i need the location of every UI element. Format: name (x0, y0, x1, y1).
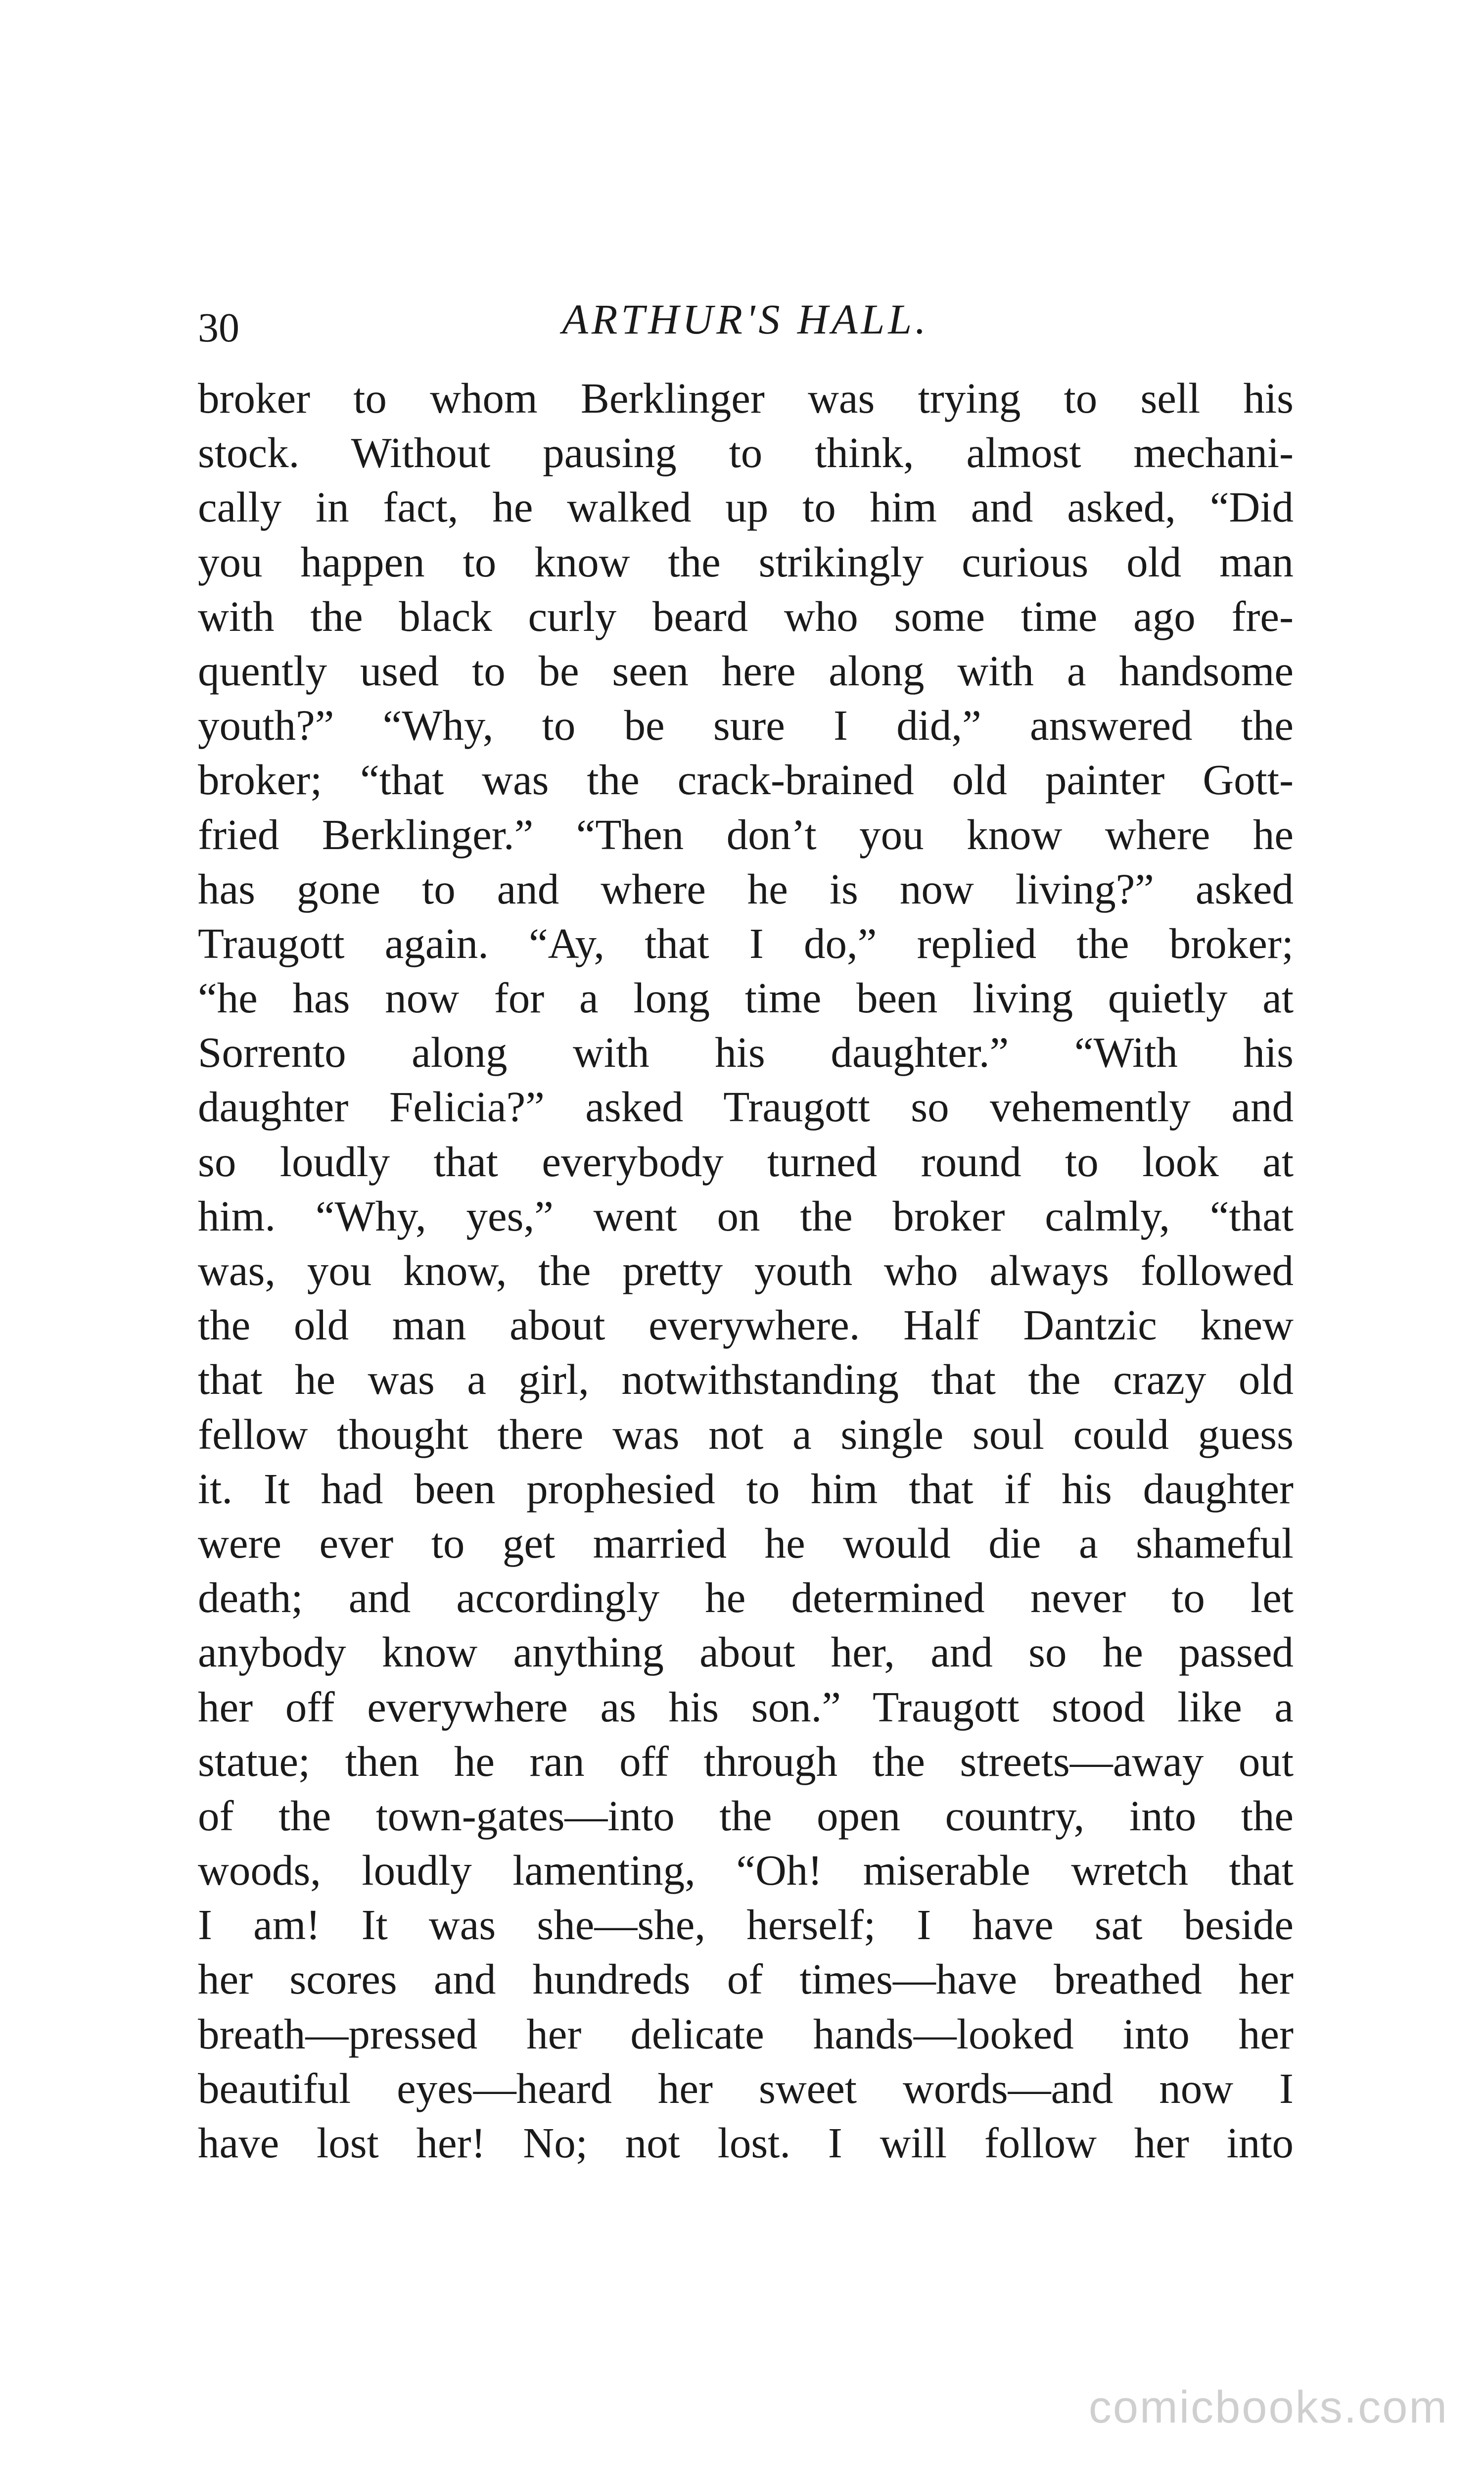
text-line: woods, loudly lamenting, “Oh! miserable wretch that (198, 1846, 1294, 1895)
text-line: has gone to and where he is now living?” asked (198, 864, 1294, 913)
text-line: it. It had been prophesied to him that if his daughter (198, 1464, 1294, 1513)
text-line: her off everywhere as his son.” Traugott stood like a (198, 1682, 1294, 1731)
text-line: of the town-gates—into the open country, into the (198, 1791, 1294, 1840)
text-line: Traugott again. “Ay, that I do,” replied the broker; (198, 919, 1294, 967)
text-line: were ever to get married he would die a shameful (198, 1519, 1294, 1567)
text-line: cally in fact, he walked up to him and asked, “Did (198, 483, 1294, 531)
text-line: you happen to know the strikingly curious old man (198, 537, 1294, 586)
body-text (198, 371, 1294, 2170)
text-line: quently used to be seen here along with a handsome (198, 646, 1294, 695)
running-head (198, 294, 1294, 349)
page-heading: ARTHUR'S HALL. (562, 295, 929, 343)
text-line: have lost her! No; not lost. I will follow her into (198, 2119, 1294, 2167)
text-line: so loudly that everybody turned round to look at (198, 1137, 1294, 1186)
text-line: “he has now for a long time been living quietly at (198, 974, 1294, 1022)
page-number: 30 (198, 305, 239, 351)
text-line: her scores and hundreds of times—have breathed her (198, 1955, 1294, 2003)
text-line: fried Berklinger.” “Then don’t you know where he (198, 810, 1294, 858)
text-line: the old man about everywhere. Half Dantzic knew (198, 1301, 1294, 1349)
text-line: beautiful eyes—heard her sweet words—and now I (198, 2064, 1294, 2112)
text-line: daughter Felicia?” asked Traugott so vehemently and (198, 1083, 1294, 1131)
text-line: that he was a girl, notwithstanding that the crazy old (198, 1355, 1294, 1404)
text-line: breath—pressed her delicate hands—looked into her (198, 2009, 1294, 2058)
text-line: statue; then he ran off through the streets—away out (198, 1737, 1294, 1785)
text-line: I am! It was she—she, herself; I have sat beside (198, 1901, 1294, 1949)
text-line: him. “Why, yes,” went on the broker calmly, “that (198, 1191, 1294, 1240)
text-line: death; and accordingly he determined never to let (198, 1573, 1294, 1622)
text-line: youth?” “Why, to be sure I did,” answered the (198, 701, 1294, 750)
watermark: comicbooks.com (1088, 2382, 1448, 2432)
text-line: stock. Without pausing to think, almost mechani- (198, 428, 1294, 477)
text-line: Sorrento along with his daughter.” “With his (198, 1028, 1294, 1077)
text-line: broker; “that was the crack-brained old painter Gott- (198, 756, 1294, 804)
text-line: with the black curly beard who some time ago fre- (198, 592, 1294, 640)
text-line: fellow thought there was not a single soul could guess (198, 1410, 1294, 1458)
text-line: was, you know, the pretty youth who always followed (198, 1246, 1294, 1294)
text-line: anybody know anything about her, and so he passed (198, 1628, 1294, 1676)
text-line: broker to whom Berklinger was trying to sell his (198, 374, 1294, 422)
